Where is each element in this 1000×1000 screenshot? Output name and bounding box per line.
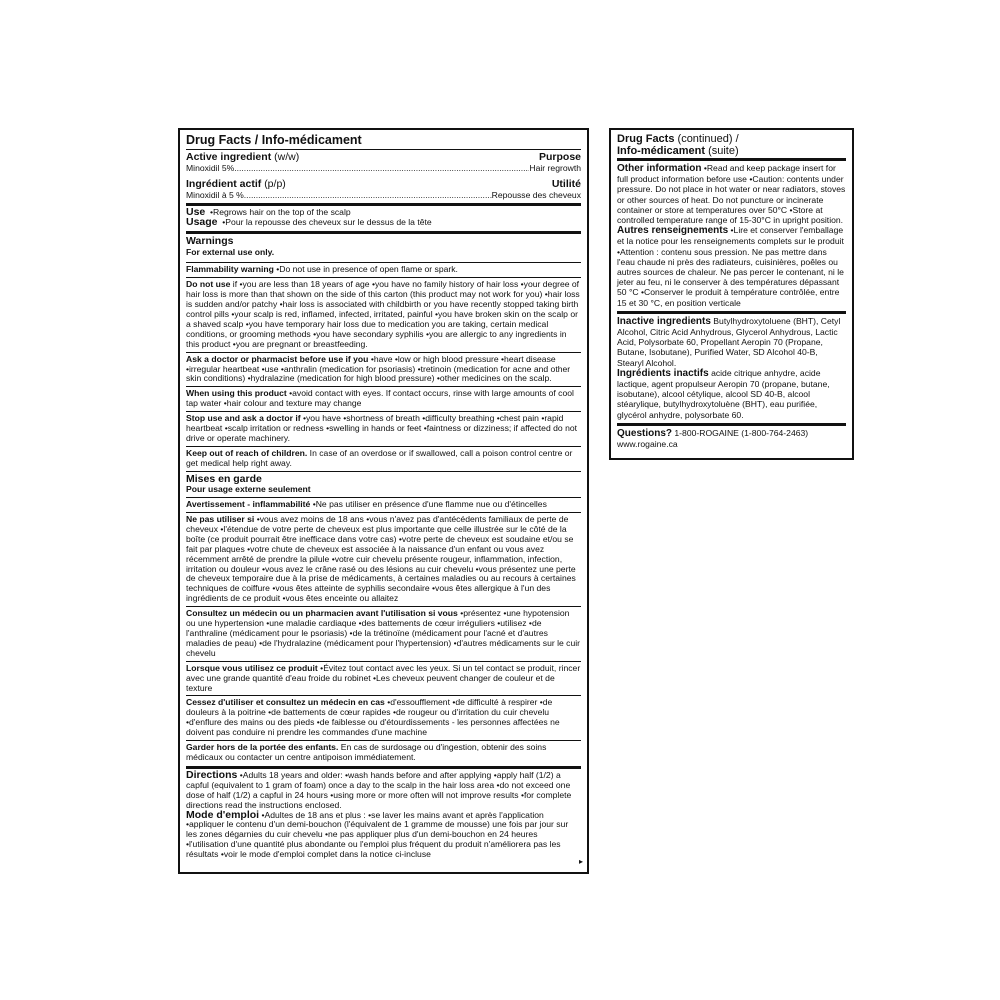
- other-information-section: Other information •Read and keep package insert for full product information before use •Caution: contents under pressure. Do not place in hot water or near radiators, stoves or other sources of heat. Do not puncture or incinerate container or store at temperatures over 50°C •Store at controlled temperature range of 15-30°C in upright position. Autres renseignements •Lire et conserver l'emballage et la notice pour les renseignements complets sur le produit •Attention : contenu sous pression. Ne pas mettre dans l'eau chaude ni près des radiateurs, cuisinières, poêles ou autres sources de chaleur. Ne pas percer le contenant, ni le jeter au feu, ni le conserver à des températures dépassant 50 °C •Conserver le produit à température contrôlée, entre 15 et 30 °C, en position verticale: [617, 158, 846, 311]
- mode-emploi: Mode d'emploi •Adultes de 18 ans et plus : •se laver les mains avant et après l'application •appliquer le contenu d'un demi-bouchon (l'équivalent de 1 gramme de mousse) une fois par jour sur les zones dégarnies du cuir chevelu •ne pas appliquer plus d'un demi-bouchon en 24 heures •l'utilisation d'une quantité plus abondante ou l'emploi plus fréquent du produit n'améliorera pas les résultats •voir le mode d'emploi complet dans la notice ci-incluse: [186, 808, 569, 860]
- warnings-section: Warnings For external use only. Flammability warning •Do not use in presence of open flame or spark. Do not use if •you are less than 18 years of age •you have no family history of hair loss •your degree of hair loss is more than that shown on the side of this carton (this product may not work for you) •hair loss is sudden and/or patchy •hair loss is associated with childbirth or you have recently stopped taking birth control pills •your scalp is red, inflamed, infected, irritated, painful •you have broken skin on the scalp or a shaved scalp •you have temporary hair loss due to medication you are taking, certain medical conditions, or grooming methods •you have secondary syphilis •you are allergic to any ingredients in this product •you are pregnant or breastfeeding. Ask a doctor or pharmacist before use if you •have •low or high blood pressure •heart disease •irregular heartbeat •use •anthralin (medication for psoriasis) •tretinoin (medication for acne and other skin conditions) •hydralazine (medication for high blood pressure) •other medicines on the scalp. When using this product •avoid contact with eyes. If contact occurs, rinse with large amounts of cool tap water •hair colour and texture may change Stop use and ask a doctor if •you have •shortness of breath •difficulty breathing •chest pain •rapid heartbeat •scalp irritation or redness •swelling in hands or feet •faintness or dizziness; if affected do not drive or operate machinery. Keep out of reach of children. In case of an overdose or if swallowed, call a poison control centre or get medical help right away. Mises en garde Pour usage externe seulement Avertissement - inflammabilité •Ne pas utiliser en présence d'une flamme nue ou d'étincelles Ne pas utiliser si •vous avez moins de 18 ans •vous n'avez pas d'antécédents familiaux de perte de cheveux •l'étendue de votre perte de cheveux est plus importante que celle illustrée sur le côté de la boîte (ce produit pourrait être inefficace dans votre cas) •votre perte de cheveux est soudaine et/ou se fait par plaques •votre chute de cheveux est associée à la naissance d'un enfant ou vous avez récemment arrêté de prendre la pilule •votre cuir chevelu présente rougeur, inflammation, infection, irritation ou douleur •vous avez le crâne rasé ou des lésions au cuir chevelu •vous présentez une perte de cheveux temporaire due à la prise de médicaments, à certaines maladies ou au recours à certaines techniques de coiffure •vous êtes atteinte de syphilis secondaire •vous êtes allergique à l'un des ingrédients de ce produit •vous êtes enceinte ou allaitez Consultez un médecin ou un pharmacien avant l'utilisation si vous •présentez •une hypotension ou une hypertension •une maladie cardiaque •des battements de cœur irréguliers •utilisez •de l'anthraline (médicament pour le psoriasis) •de la trétinoïne (médicament pour l'acné et d'autres maladies de peau) •de l'hydralazine (médicament pour l'hypertension) •d'autres médicaments sur le cuir chevelu Lorsque vous utilisez ce produit •Évitez tout contact avec les yeux. Si un tel contact se produit, rincer avec une grande quantité d'eau froide du robinet •Les cheveux peuvent changer de couleur et de texture Cessez d'utiliser et consultez un médecin en cas •d'essoufflement •de difficulté à respirer •de douleurs à la poitrine •de battements de cœur rapides •de rougeur ou d'irritation du cuir chevelu •d'enflure des mains ou des pieds •de faiblesse ou d'étourdissements - les personnes affectées ne doivent pas conduire ni prendre les commandes d'une machine Garder hors de la portée des enfants. En cas de surdosage ou d'ingestion, obtenir des soins médicaux ou contacter un centre antipoison immédiatement.: [186, 231, 581, 766]
- drug-facts-continued-panel: [609, 128, 854, 460]
- cessez-utiliser: Cessez d'utiliser et consultez un médecin en cas •d'essoufflement •de difficulté à respirer •de douleurs à la poitrine •de battements de cœur rapides •de rougeur ou d'irritation du cuir chevelu •d'enflure des mains ou des pieds •de faiblesse ou d'étourdissements - les personnes affectées ne doivent pas conduire ni prendre les commandes d'une machine: [186, 695, 581, 738]
- inactive-ingredients-section: Inactive ingredients Butylhydroxytoluene (BHT), Cetyl Alcohol, Citric Acid Anhydrous, Glycerol Anhydrous, Lactic Acid, Polysorbate 60, Propellant Aeropin 70 (Propane, Butane, Isobutane), Purified Water, SD Alcohol 40-B, Stearyl Alcohol. Ingrédients inactifs acide citrique anhydre, acide lactique, agent propulseur Aeropin 70 (propane, butane, isobutane), alcool cétylique, alcool SD 40-B, alcool stéarylique, butylhydroxytoluène (BHT), eau purifiée, glycérol anhydre, polysorbate 60.: [617, 311, 846, 423]
- avertissement-inflammabilite: Avertissement - inflammabilité •Ne pas utiliser en présence d'une flamme nue ou d'étincelles: [186, 497, 581, 510]
- questions-section: Questions? 1-800-ROGAINE (1-800-764-2463) www.rogaine.ca: [617, 423, 846, 452]
- directions-section: Directions •Adults 18 years and older: •wash hands before and after applying •apply half (1/2) a capful (equivalent to 1 gram of foam) once a day to the scalp in the hair loss area •do not exceed one dose of half (1/2) a capful in 24 hours •using more or more often will not improve results •for complete directions read the instructions enclosed. Mode d'emploi •Adultes de 18 ans et plus : •se laver les mains avant et après l'application •appliquer le contenu d'un demi-bouchon (l'équivalent de 1 gramme de mousse) une fois par jour sur les zones dégarnies du cuir chevelu •ne pas appliquer plus d'un demi-bouchon en 24 heures •l'utilisation d'une quantité plus abondante ou l'emploi plus fréquent du produit n'améliorera pas les résultats •voir le mode d'emploi complet dans la notice ci-incluse: [186, 766, 581, 863]
- panel-title: Drug Facts / Info-médicament: [186, 133, 362, 147]
- when-using: When using this product •avoid contact with eyes. If contact occurs, rinse with large amounts of cool tap water •hair colour and texture may change: [186, 386, 581, 409]
- active-ingredient-row: Minoxidil 5% ..... Hair regrowth: [186, 164, 581, 174]
- continued-title: Drug Facts (continued) / Info-médicament (suite): [617, 133, 739, 157]
- fr-purpose-heading: Utilité: [551, 178, 581, 191]
- autres-renseignements: Autres renseignements •Lire et conserver l'emballage et la notice pour les renseignements complets sur le produit •Attention : contenu sous pression. Ne pas mettre dans l'eau chaude ni près des radiateurs, cuisinières, poêles ou autres sources de chaleur. Ne pas percer le contenant, ni le jeter au feu, ni le conserver à des températures dépassant 50 °C •Conserver le produit à température contrôlée, entre 15 et 30 °C, en position verticale: [617, 225, 844, 308]
- purpose-heading: Purpose: [538, 151, 581, 163]
- active-ingredient-section: Active ingredient (w/w) Purpose Minoxidil 5% ..... Hair regrowth Ingrédient actif (p/p) Utilité Minoxidil à 5 % ..... Repousse des cheveux: [186, 149, 581, 203]
- drug-facts-panel: [178, 128, 589, 874]
- garder-hors-portee: Garder hors de la portée des enfants. En cas de surdosage ou d'ingestion, obtenir des soins médicaux ou contacter un centre antipoison immédiatement.: [186, 740, 581, 763]
- fr-active-ingredient-heading: Ingrédient actif: [186, 178, 262, 191]
- use-section: Use •Regrows hair on the top of the scalp Usage •Pour la repousse des cheveux sur le dessus de la tête: [186, 203, 581, 231]
- keep-out-of-reach: Keep out of reach of children. In case of an overdose or if swallowed, call a poison control centre or get medical help right away.: [186, 446, 581, 469]
- stop-use: Stop use and ask a doctor if •you have •shortness of breath •difficulty breathing •chest pain •rapid heartbeat •scalp irritation or redness •swelling in hands or feet •faintness or dizziness; if affected do not drive or operate machinery.: [186, 411, 581, 444]
- website: www.rogaine.ca: [617, 439, 678, 450]
- continued-arrow-icon: ▸: [578, 857, 583, 866]
- flammability-warning: Flammability warning •Do not use in presence of open flame or spark.: [186, 262, 581, 275]
- ask-doctor: Ask a doctor or pharmacist before use if you •have •low or high blood pressure •heart disease •irregular heartbeat •use •anthralin (medication for psoriasis) •tretinoin (medication for acne and other skin conditions) •hydralazine (medication for high blood pressure) •other medicines on the scalp.: [186, 352, 581, 385]
- do-not-use: Do not use if •you are less than 18 years of age •you have no family history of hair loss •your degree of hair loss is more than that shown on the side of this carton (this product may not work for you) •hair loss is sudden and/or patchy •hair loss is associated with childbirth or you have recently stopped taking birth control pills •your scalp is red, inflamed, infected, irritated, painful •you have broken skin on the scalp or a shaved scalp •you have temporary hair loss due to medication you are taking, certain medical conditions, or grooming methods •you have secondary syphilis •you are allergic to any ingredients in this product •you are pregnant or breastfeeding.: [186, 279, 580, 349]
- consultez-medecin: Consultez un médecin ou un pharmacien avant l'utilisation si vous •présentez •une hypotension ou une hypertension •une maladie cardiaque •des battements de cœur irréguliers •utilisez •de l'anthraline (médicament pour le psoriasis) •de la trétinoïne (médicament pour l'acné et d'autres maladies de peau) •de l'hydralazine (médicament pour l'hypertension) •d'autres médicaments sur le cuir chevelu: [186, 608, 581, 658]
- active-ingredient-heading: Active ingredient: [186, 151, 272, 163]
- fr-active-ingredient-row: Minoxidil à 5 % ..... Repousse des cheveux: [186, 191, 581, 201]
- ingredients-inactifs: Ingrédients inactifs acide citrique anhydre, acide lactique, agent propulseur Aeropin 70 (propane, butane, isobutane), alcool cétylique, alcool SD 40-B, alcool stéarylique, butylhydroxytoluène (BHT), eau purifiée, glycérol anhydre, polysorbate 60.: [617, 367, 830, 420]
- mises-en-garde: Mises en garde Pour usage externe seulement: [186, 471, 581, 495]
- ne-pas-utiliser: Ne pas utiliser si •vous avez moins de 18 ans •vous n'avez pas d'antécédents familiaux de perte de cheveux •l'étendue de votre perte de cheveux est plus importante que celle illustrée sur le côté de la boîte (ce produit pourrait être inefficace dans votre cas) •votre perte de cheveux est soudaine et/ou se fait par plaques •votre chute de cheveux est associée à la naissance d'un enfant ou vous avez récemment arrêté de prendre la pilule •votre cuir chevelu présente rougeur, inflammation, infection, irritation ou douleur •vous avez le crâne rasé ou des lésions au cuir chevelu •vous présentez une perte de cheveux temporaire due à la prise de médicaments, à certaines maladies ou au recours à certaines techniques de coiffure •vous êtes atteinte de syphilis secondaire •vous êtes allergique à l'un des ingrédients de ce produit •vous êtes enceinte ou allaitez: [186, 512, 581, 604]
- warnings-title: Warnings: [186, 235, 234, 247]
- lorsque-vous-utilisez: Lorsque vous utilisez ce produit •Évitez tout contact avec les yeux. Si un tel contact se produit, rincer avec une grande quantité d'eau froide du robinet •Les cheveux peuvent changer de couleur et de texture: [186, 662, 581, 693]
